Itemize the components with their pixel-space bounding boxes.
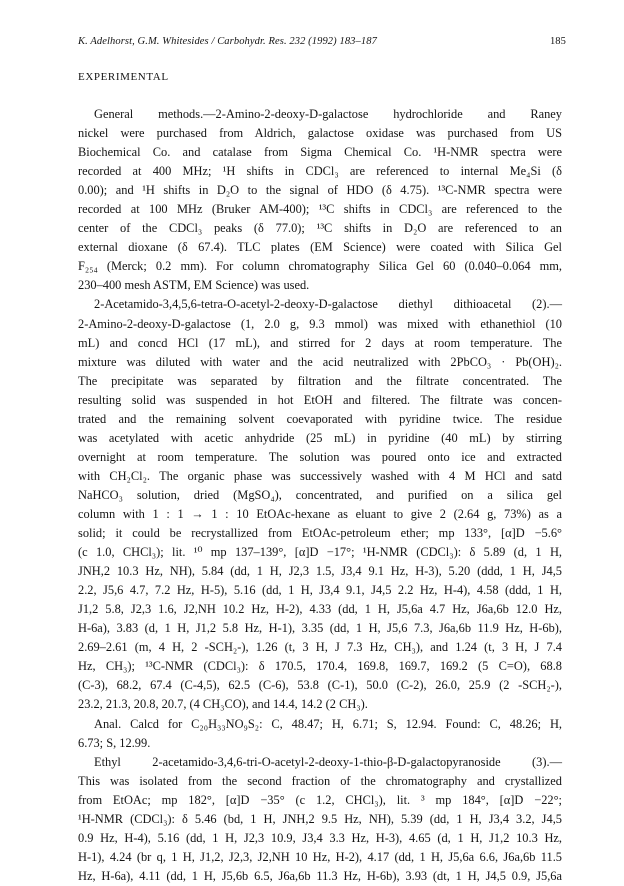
text-line: mixture was diluted with water and the acid neutralized with 2PbCO₃ · Pb(OH)₂. bbox=[78, 354, 562, 369]
text-line: Ethyl 2-acetamido-3,4,6-tri-O-acetyl-2-deoxy-1-thio-β-D-galactopyranoside (3).— bbox=[94, 754, 562, 769]
text-line: J1,2 5.8, J2,3 1.6, J2,NH 10.2 Hz, H-2), 4.33 (dd, 1 H, J5,6a 4.7 Hz, J6a,6b 12.0 Hz, bbox=[78, 602, 562, 617]
running-title: K. Adelhorst, G.M. Whitesides / Carbohydr. Res. 232 (1992) 183–187 bbox=[78, 36, 377, 47]
text-line: The precipitate was separated by filtration and the filtrate concentrated. The bbox=[78, 373, 562, 388]
text-line: mL) and concd HCl (17 mL), and stirred for 2 days at room temperature. The bbox=[78, 335, 562, 350]
text-line: overnight at room temperature. The solution was poured onto ice and extracted bbox=[78, 449, 562, 464]
text-line: center of the CDCl₃ peaks (δ 77.0); ¹³C shifts in D₂O are referenced to an bbox=[78, 221, 562, 236]
text-line: nickel were purchased from Aldrich, galactose oxidase was purchased from US bbox=[78, 126, 562, 141]
text-line: from EtOAc; mp 182°, [α]D −35° (c 1.2, CHCl₃), lit. ³ mp 184°, [α]D −22°; bbox=[78, 792, 562, 807]
running-head bbox=[78, 36, 566, 47]
text-line: H-6a), 3.83 (d, 1 H, J1,2 5.8 Hz, H-1), 3.35 (dd, 1 H, J5,6 7.3, J6a,6b 11.9 Hz, H-6b), bbox=[78, 621, 562, 636]
text-line: This was isolated from the second fraction of the chromatography and crystallized bbox=[78, 773, 562, 788]
text-line: Hz, H-6a), 4.11 (dd, 1 H, J5,6b 6.5, J6a,6b 11.3 Hz, H-6b), 3.93 (dt, 1 H, J4,5 0.9, J5,6a bbox=[78, 868, 562, 883]
text-line: F₂₅₄ (Merck; 0.2 mm). For column chromatography Silica Gel 60 (0.040–0.064 mm, bbox=[78, 259, 562, 274]
text-line: 6.73; S, 12.99. bbox=[78, 735, 151, 750]
text-line: recorded at 100 MHz (Bruker AM-400); ¹³C shifts in CDCl₃ are referenced to the bbox=[78, 202, 562, 217]
text-line: JNH,2 10.3 Hz, NH), 5.84 (dd, 1 H, J2,3 1.5, J3,4 9.1 Hz, H-3), 5.20 (ddd, 1 H, J4,5 bbox=[78, 564, 562, 579]
text-line: Biochemical Co. and catalase from Sigma Chemical Co. ¹H-NMR spectra were bbox=[78, 145, 562, 160]
text-line: was acetylated with acetic anhydride (25 mL) in pyridine (40 mL) by stirring bbox=[78, 430, 562, 445]
text-line: recorded at 400 MHz; ¹H shifts in CDCl₃ are referenced to internal Me₄Si (δ bbox=[78, 164, 562, 179]
text-line: 0.9 Hz, H-4), 5.16 (dd, 1 H, J2,3 10.9, J3,4 3.3 Hz, H-3), 4.65 (d, 1 H, J1,2 10.3 Hz, bbox=[78, 830, 562, 845]
text-line: ¹H-NMR (CDCl₃): δ 5.46 (bd, 1 H, JNH,2 9.5 Hz, NH), 5.39 (dd, 1 H, J3,4 3.2, J4,5 bbox=[78, 811, 562, 826]
section-heading: EXPERIMENTAL bbox=[78, 71, 169, 83]
text-line: resulting solid was suspended in hot EtOH and filtered. The filtrate was concen- bbox=[78, 392, 562, 407]
text-line: General methods.—2-Amino-2-deoxy-D-galactose hydrochloride and Raney bbox=[94, 107, 562, 121]
text-line: solid; it could be recrystallized from EtOAc-petroleum ether; mp 133°, [α]D −5.6° bbox=[78, 526, 562, 541]
page-number: 185 bbox=[549, 36, 566, 47]
text-line: H-1), 4.24 (br q, 1 H, J1,2, J2,3, J2,NH 10 Hz, H-2), 4.17 (dd, 1 H, J5,6a 6.6, J6a,6b 11.5 bbox=[78, 849, 562, 864]
text-line: (c 1.0, CHCl₃); lit. ¹⁰ mp 137–139°, [α]D −17°; ¹H-NMR (CDCl₃): δ 5.89 (d, 1 H, bbox=[78, 545, 562, 560]
text-line: 0.00); and ¹H shifts in D₂O to the signal of HDO (δ 4.75). ¹³C-NMR spectra were bbox=[78, 183, 562, 198]
text-line: 23.2, 21.3, 20.8, 20.7, (4 CH₃CO), and 14.4, 14.2 (2 CH₃). bbox=[78, 697, 368, 712]
text-line: 2-Acetamido-3,4,5,6-tetra-O-acetyl-2-deoxy-D-galactose diethyl dithioacetal (2).— bbox=[94, 297, 562, 312]
text-line: (C-3), 68.2, 67.4 (C-4,5), 62.5 (C-6), 53.8 (C-1), 50.0 (C-2), 26.0, 25.9 (2 -SCH₂-), bbox=[78, 678, 562, 693]
text-line: Hz, CH₃); ¹³C-NMR (CDCl₃): δ 170.5, 170.4, 169.8, 169.7, 169.2 (5 C=O), 68.8 bbox=[78, 659, 562, 674]
text-line: external dioxane (δ 67.4). TLC plates (EM Science) were coated with Silica Gel bbox=[78, 240, 562, 255]
text-line: 2.69–2.61 (m, 4 H, 2 -SCH₂-), 1.26 (t, 3 H, J 7.3 Hz, CH₃), and 1.24 (t, 3 H, J 7.4 bbox=[78, 640, 562, 655]
text-line: 2-Amino-2-deoxy-D-galactose (1, 2.0 g, 9.3 mmol) was mixed with ethanethiol (10 bbox=[78, 316, 562, 331]
text-line: column with 1 : 1 → 1 : 10 EtOAc-hexane as eluant to give 2 (2.64 g, 73%) as a bbox=[78, 506, 562, 521]
text-line: Anal. Calcd for C₂₀H₃₃NO₉S₂: C, 48.47; H, 6.71; S, 12.94. Found: C, 48.26; H, bbox=[94, 716, 562, 731]
text-line: NaHCO₃ solution, dried (MgSO₄), concentrated, and purified on a silica gel bbox=[78, 487, 562, 502]
text-line: 2.2, J5,6 4.7, 7.2 Hz, H-5), 5.16 (dd, 1 H, J3,4 9.1, J4,5 2.2 Hz, H-4), 4.58 (ddd, 1 H, bbox=[78, 583, 562, 598]
text-line: 230–400 mesh ASTM, EM Science) was used. bbox=[78, 278, 310, 293]
text-line: trated and the remaining solvent coevaporated with pyridine twice. The residue bbox=[78, 411, 562, 426]
body-text bbox=[78, 105, 562, 886]
text-line: with CH₂Cl₂. The organic phase was successively washed with 4 M HCl and satd bbox=[78, 468, 562, 483]
